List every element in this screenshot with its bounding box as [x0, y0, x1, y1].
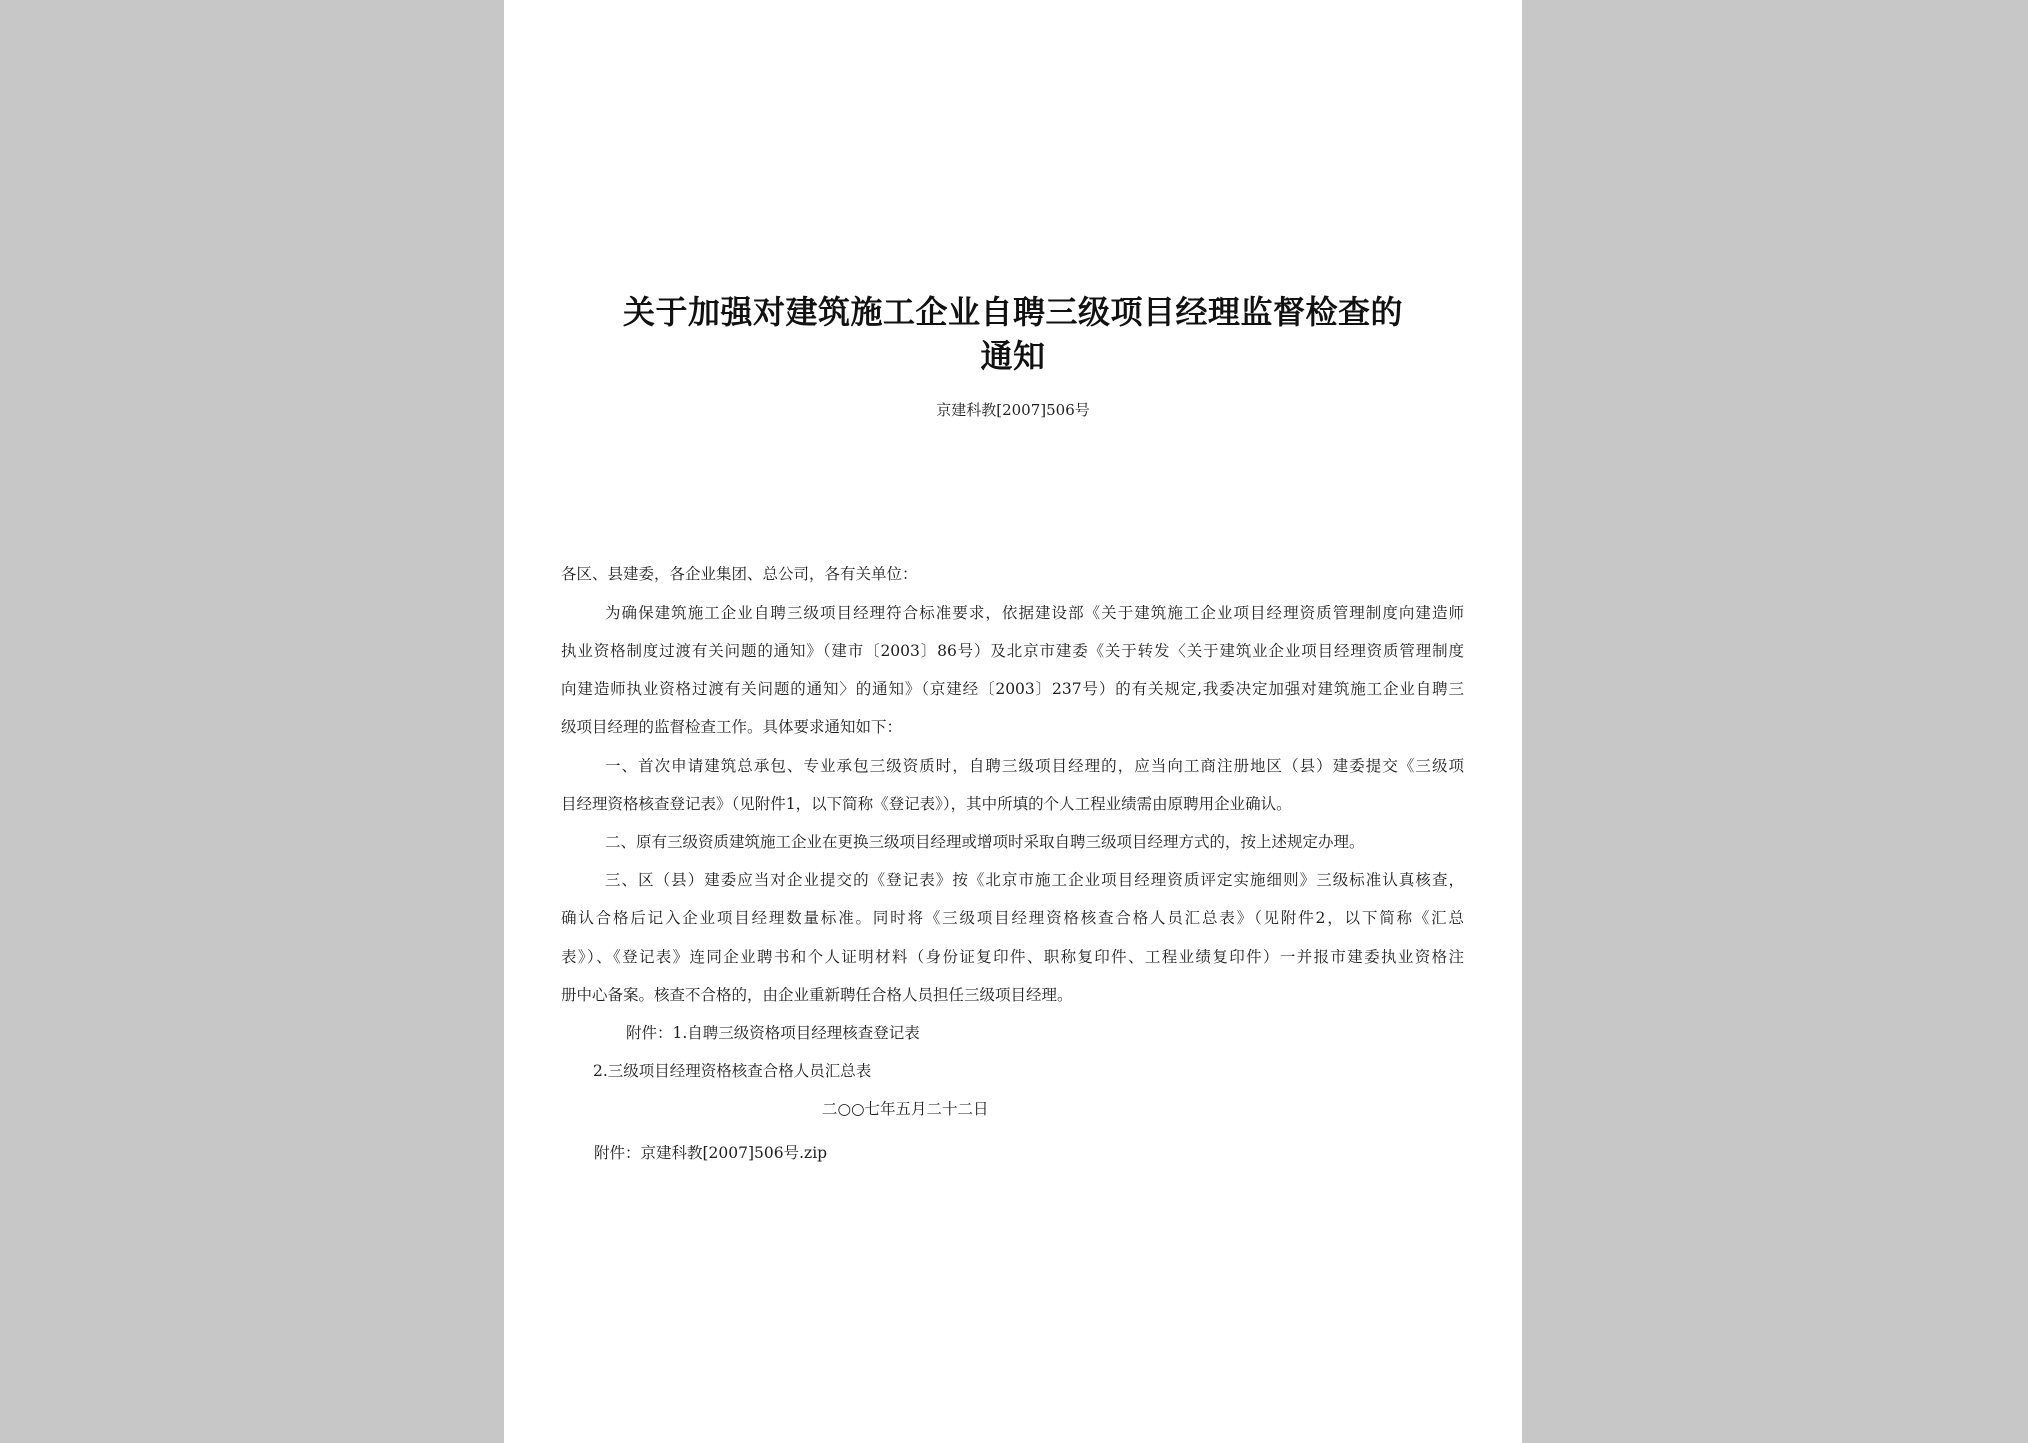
document-title	[544, 290, 1482, 378]
para1-line-2: 执业资格制度过渡有关问题的通知》（建市〔2003〕86号）及北京市建委《关于转发〈关于建筑业企业项目经理资质管理制度	[561, 642, 1464, 660]
title-line-1: 关于加强对建筑施工企业自聘三级项目经理监督检查的	[622, 293, 1403, 331]
file-attachment-link[interactable]: 附件：京建科教[2007]506号.zip	[594, 1144, 828, 1162]
para4-line-2: 确认合格后记入企业项目经理数量标准。同时将《三级项目经理资格核查合格人员汇总表》（见附件2，以下简称《汇总	[561, 909, 1464, 927]
para1-line-4: 级项目经理的监督检查工作。具体要求通知如下：	[561, 718, 903, 736]
para1-line-1: 为确保建筑施工企业自聘三级项目经理符合标准要求，依据建设部《关于建筑施工企业项目经理资质管理制度向建造师	[605, 604, 1464, 622]
para3: 二、原有三级资质建筑施工企业在更换三级项目经理或增项时采取自聘三级项目经理方式的，按上述规定办理。	[605, 833, 1365, 851]
para4-line-1: 三、区（县）建委应当对企业提交的《登记表》按《北京市施工企业项目经理资质评定实施细则》三级标准认真核查，	[605, 871, 1464, 889]
para4-line-3: 表》）、《登记表》连同企业聘书和个人证明材料（身份证复印件、职称复印件、工程业绩复印件）一并报市建委执业资格注	[561, 948, 1464, 966]
attachment-2: 2.三级项目经理资格核查合格人员汇总表	[593, 1062, 872, 1080]
para4-line-4: 册中心备案。核查不合格的，由企业重新聘任合格人员担任三级项目经理。	[561, 986, 1073, 1004]
attachment-1: 附件：1.自聘三级资格项目经理核查登记表	[626, 1024, 920, 1042]
para2-line-2: 目经理资格核查登记表》（见附件1，以下简称《登记表》），其中所填的个人工程业绩需由原聘用企业确认。	[561, 795, 1292, 813]
salutation: 各区、县建委，各企业集团、总公司，各有关单位：	[561, 565, 918, 583]
title-line-2: 通知	[980, 337, 1046, 375]
para1-line-3: 向建造师执业资格过渡有关问题的通知〉的通知》（京建经〔2003〕237号）的有关规定,我委决定加强对建筑施工企业自聘三	[561, 680, 1464, 698]
document-date: 二○○七年五月二十二日	[822, 1100, 989, 1118]
document-page	[504, 0, 1522, 1443]
document-number: 京建科教[2007]506号	[936, 401, 1090, 419]
para2-line-1: 一、首次申请建筑总承包、专业承包三级资质时，自聘三级项目经理的，应当向工商注册地区（县）建委提交《三级项	[605, 757, 1464, 775]
